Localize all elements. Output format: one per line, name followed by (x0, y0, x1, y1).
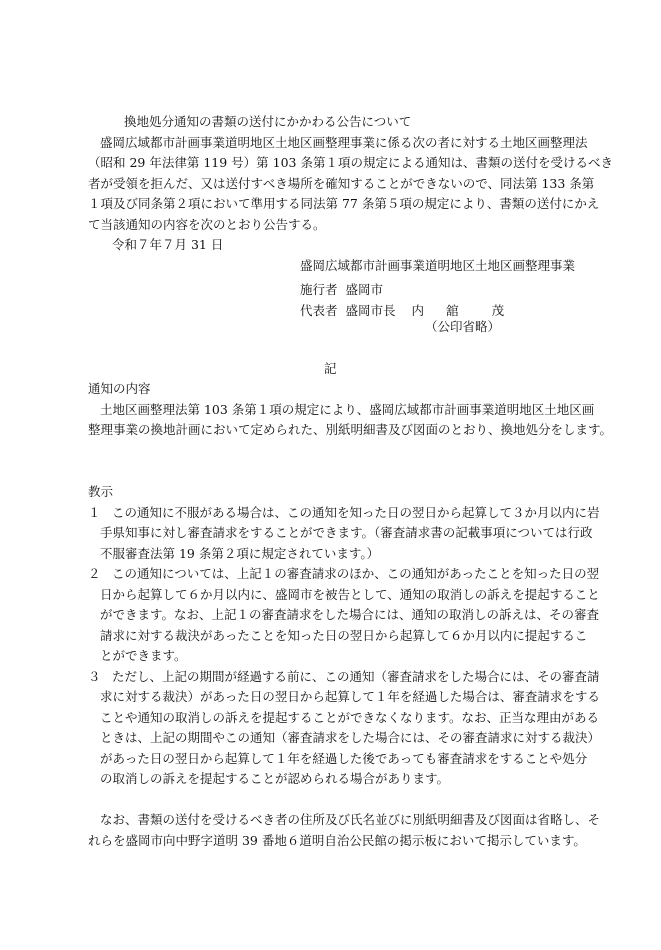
notice-line: 土地区画整理法第 103 条第１項の規定により、盛岡広域都市計画事業道明地区土地区画 (100, 402, 595, 417)
intro-line: て当該通知の内容を次のとおり公告する。 (88, 217, 326, 232)
item-number: ３ (88, 669, 101, 684)
signature-project: 盛岡広域都市計画事業道明地区土地区画整理事業 (300, 258, 576, 273)
item-line: があった日の翌日から起算して１年を経過した後であっても審査請求をすることや処分 (100, 751, 588, 766)
signature-executor (300, 280, 383, 298)
kyoji-heading: 教示 (88, 484, 114, 499)
document-title: 換地処分通知の書類の送付にかかわる公告について (124, 114, 412, 129)
ki-heading: 記 (324, 361, 337, 376)
closing-line: なお、書類の送付を受けるべき者の住所及び氏名並びに別紙明細書及び図面は省略し、そ (100, 812, 601, 827)
notice-line: 整理事業の換地計画において定められた、別紙明細書及び図面のとおり、換地処分をします。 (88, 422, 613, 437)
item-line: この通知については、上記１の審査請求のほか、この通知があったことを知った日の翌 (112, 566, 600, 581)
item-number: ２ (88, 566, 101, 581)
item-line: ときは、上記の期間やこの通知（審査請求をした場合には、その審査請求に対する裁決） (100, 730, 601, 745)
item-line: この通知に不服がある場合は、この通知を知った日の翌日から起算して３か月以内に岩 (112, 505, 600, 520)
item-line: とができます。 (100, 648, 187, 663)
executor-name: 盛岡市 (345, 282, 384, 297)
item-line: 請求に対する裁決があったことを知った日の翌日から起算して６か月以内に提起するこ (100, 628, 588, 643)
intro-line: １項及び同条第２項において準用する同法第 77 条第５項の規定により、書類の送付にかえ (88, 196, 600, 211)
closing-line: れらを盛岡市向中野字道明 39 番地６道明自治公民館の掲示板において掲示しています。 (88, 833, 586, 848)
intro-line: 盛岡広域都市計画事業道明地区土地区画整理事業に係る次の者に対する土地区画整理法 (100, 135, 588, 150)
item-number: １ (88, 505, 101, 520)
rep-name-3: 茂 (491, 303, 505, 318)
intro-line: （昭和 29 年法律第 119 号）第 103 条第１項の規定による通知は、書類の送付を受けるべき (88, 155, 613, 170)
item-line: ただし、上記の期間が経過する前に、この通知（審査請求をした場合には、その審査請 (112, 669, 600, 684)
executor-label: 施行者 (300, 282, 338, 297)
item-line: 求に対する裁決）があった日の翌日から起算して１年を経過した場合は、審査請求をする (100, 689, 600, 704)
item-line: ができます。なお、上記１の審査請求をした場合には、通知の取消しの訴えは、その審査 (100, 607, 600, 622)
item-line: ことや通知の取消しの訴えを提起することができなくなります。なお、正当な理由がある (100, 710, 600, 725)
item-line: 手県知事に対し審査請求をすることができます。（審査請求書の記載事項については行政 (100, 525, 593, 540)
rep-label: 代表者 (300, 303, 338, 318)
item-line: の取消しの訴えを提起することが認められる場合があります。 (100, 771, 450, 786)
notice-heading: 通知の内容 (88, 381, 151, 396)
intro-line: 者が受領を拒んだ、又は送付すべき場所を確知することができないので、同法第 133 条第 (88, 176, 595, 191)
notice-date: 令和７年７月 31 日 (112, 237, 224, 252)
rep-name-1: 内 (411, 303, 425, 318)
seal-note: （公印省略） (425, 319, 501, 334)
signature-representative (300, 301, 504, 319)
item-line: 日から起算して６か月以内に、盛岡市を被告として、通知の取消しの訴えを提起すること (100, 587, 600, 602)
rep-name-2: 舘 (446, 303, 459, 318)
item-line: 不服審査法第 19 条第２項に規定されています。） (100, 546, 380, 561)
rep-title: 盛岡市長 (345, 303, 396, 318)
